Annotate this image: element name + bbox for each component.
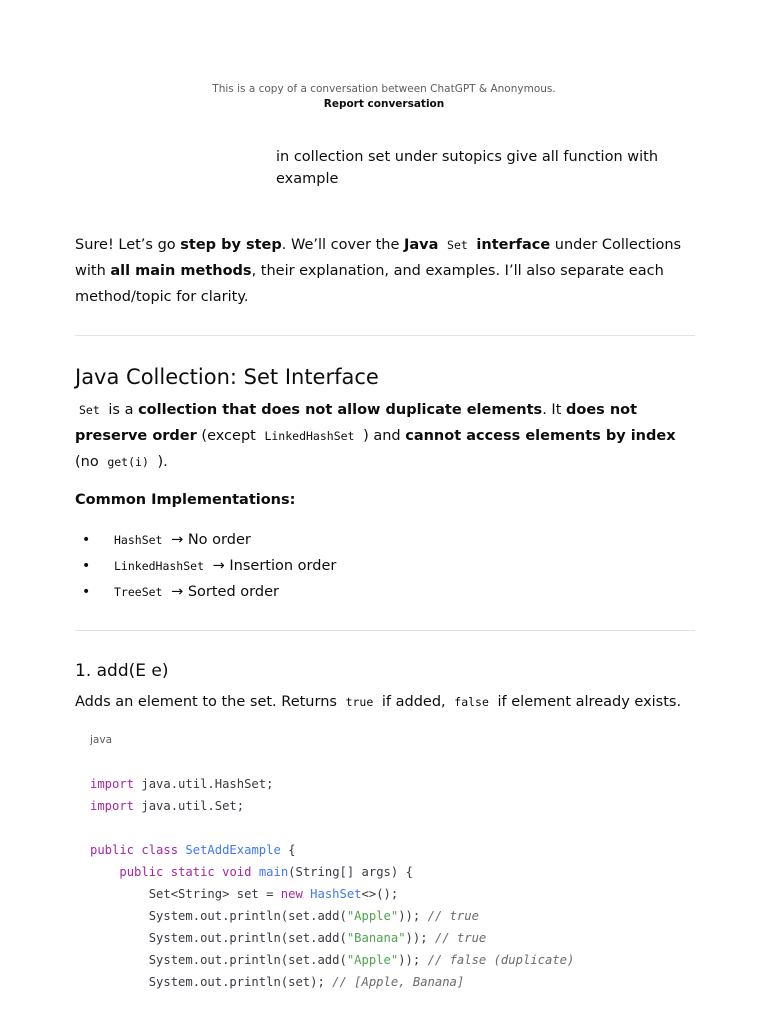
code-block: import java.util.HashSet; import java.util.Set; public class SetAddExample { public static void main(String[] args) { Set<String> set = new HashSet<>(); System.out.println(set.add("Apple")); // true System.out.println(set.add("Banana")); // true System.out.println(set.add("Apple")); // false (duplicate) System.out.println(set); // [Apple, Banana]: [90, 777, 575, 989]
method-title: 1. add(E e): [75, 661, 169, 681]
list-item: • TreeSet → Sorted order: [75, 579, 695, 605]
implementations-list: [75, 527, 695, 605]
divider: [75, 630, 695, 631]
list-item: • HashSet → No order: [75, 527, 695, 553]
code-language-label: java: [90, 734, 112, 746]
implementations-heading: Common Implementations:: [75, 492, 296, 508]
set-description: Set is a collection that does not allow duplicate elements. It does not preserve order (except LinkedHashSet ) and cannot access elements by index (no get(i) ).: [75, 402, 676, 470]
copy-notice: This is a copy of a conversation between ChatGPT & Anonymous.: [212, 83, 556, 95]
section-title: Java Collection: Set Interface: [75, 365, 379, 389]
method-description: Adds an element to the set. Returns true if added, false if element already exists.: [75, 694, 682, 710]
user-message: in collection set under sutopics give all function with example: [276, 149, 659, 187]
list-item: • LinkedHashSet → Insertion order: [75, 553, 695, 579]
inline-code: Set: [447, 238, 468, 252]
divider: [75, 335, 695, 336]
conversation-header: [0, 82, 768, 112]
intro-paragraph: Sure! Let’s go step by step. We’ll cover the Java Set interface under Collections with all main methods, their explanation, and examples. I’ll also separate each method/topic for clarity.: [75, 237, 682, 305]
assistant-response: [75, 232, 695, 993]
report-conversation-link[interactable]: Report conversation: [323, 98, 445, 110]
